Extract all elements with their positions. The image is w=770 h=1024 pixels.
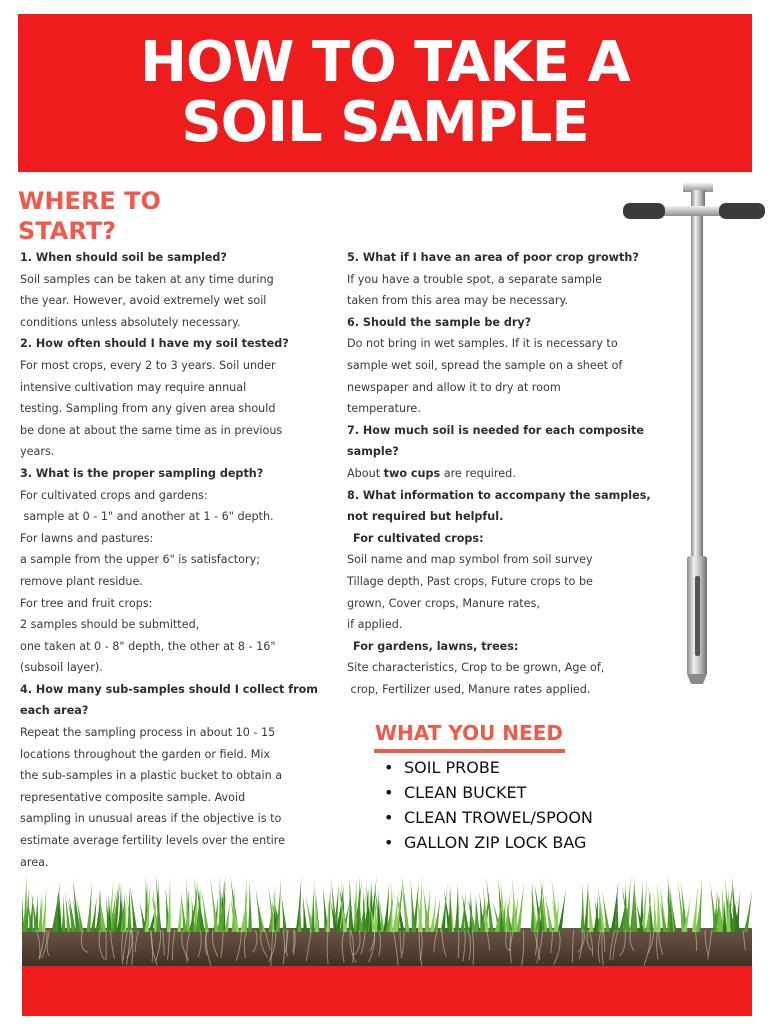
answer-line: Soil name and map symbol from soil survey (347, 553, 593, 567)
faq-line: sample at 0 - 1" and another at 1 - 6" depth. (20, 510, 274, 524)
soil-probe-image (615, 180, 770, 690)
faq-line: representative composite sample. Avoid (20, 790, 246, 804)
grass-blade (255, 888, 263, 932)
faq-line: Repeat the sampling process in about 10 - 15 (20, 726, 276, 740)
answer-line: temperature. (347, 402, 421, 416)
faq-line: remove plant residue. (20, 574, 143, 588)
answer-7-bold: two cups (383, 466, 441, 480)
grass-soil-image (22, 872, 752, 968)
question-6: 6. Should the sample be dry? (347, 315, 532, 329)
footer-bar (22, 966, 752, 1016)
question-8-cont: not required but helpful. (347, 510, 504, 524)
grass-blade (61, 895, 65, 932)
question-7: 7. How much soil is needed for each composite (347, 423, 644, 437)
faq-line: For lawns and pastures: (20, 531, 154, 545)
question-7-cont: sample? (347, 445, 399, 459)
list-item: • GALLON ZIP LOCK BAG (384, 830, 593, 855)
faq-line: area. (20, 855, 49, 869)
grass-blade (448, 883, 452, 932)
grass-blade (91, 896, 97, 932)
what-you-need-heading: WHAT YOU NEED (375, 721, 563, 745)
faq-line: testing. Sampling from any given area should (20, 402, 276, 416)
faq-line: (subsoil layer). (20, 661, 103, 675)
left-column (20, 247, 350, 873)
grass-blade (558, 888, 566, 932)
faq-line: conditions unless absolutely necessary. (20, 315, 241, 329)
subheading-cultivated: For cultivated crops: (353, 531, 484, 545)
probe-right-grip (719, 203, 765, 219)
faq-line: For tree and fruit crops: (20, 596, 153, 610)
faq-line: Soil samples can be taken at any time during (20, 272, 274, 286)
title-line-1: HOW TO TAKE A (140, 30, 630, 95)
answer-line: sample wet soil, spread the sample on a sheet of (347, 358, 623, 372)
grass-blade (38, 892, 42, 932)
probe-left-grip (623, 203, 665, 219)
grass-blades (22, 874, 752, 932)
question-5: 5. What if I have an area of poor crop growth? (347, 251, 639, 264)
probe-slot (695, 576, 700, 656)
heading-underline (374, 749, 565, 753)
grass-blade (281, 895, 287, 932)
grass-blade (653, 890, 657, 932)
grass-blade (531, 881, 535, 932)
grass-blade (660, 898, 667, 932)
subheading-gardens: For gardens, lawns, trees: (353, 639, 519, 653)
faq-line: 2. How often should I have my soil tested? (20, 337, 289, 351)
grass-blade (468, 898, 477, 932)
grass-blade (181, 892, 187, 932)
supplies-list (384, 755, 593, 855)
faq-line: 3. What is the proper sampling depth? (20, 466, 264, 480)
answer-7-post: are required. (440, 466, 516, 480)
answer-line: Site characteristics, Crop to be grown, Age of, (347, 661, 605, 675)
faq-line: be done at about the same time as in previous (20, 423, 283, 437)
answer-line: taken from this area may be necessary. (347, 294, 569, 308)
faq-line: 2 samples should be submitted, (20, 618, 200, 632)
grass-blade (455, 882, 459, 932)
grass-blade (127, 886, 131, 932)
grass-blade (86, 881, 91, 932)
grass-blade (315, 887, 319, 932)
answer-line: grown, Cover crops, Manure rates, (347, 596, 540, 610)
grass-blade (581, 883, 585, 932)
grass-blade (402, 876, 410, 932)
question-8: 8. What information to accompany the samples, (347, 488, 651, 502)
faq-line: the sub-samples in a plastic bucket to obtain a (20, 769, 283, 783)
answer-line: if applied. (347, 618, 403, 632)
grass-blade (594, 894, 598, 932)
faq-line: For cultivated crops and gardens: (20, 488, 208, 502)
list-item: • CLEAN BUCKET (384, 780, 593, 805)
grass-blade (584, 881, 589, 932)
faq-line: a sample from the upper 6" is satisfactory; (20, 553, 260, 567)
grass-blade (474, 895, 478, 932)
where-heading-line-2: START? (18, 217, 117, 245)
probe-shaft (691, 216, 703, 558)
answer-line: Tillage depth, Past crops, Future crops to be (347, 574, 593, 588)
faq-line: estimate average fertility levels over the entire (20, 834, 285, 848)
title-line-2: SOIL SAMPLE (181, 90, 589, 155)
list-item: • CLEAN TROWEL/SPOON (384, 805, 593, 830)
faq-line: 1. When should soil be sampled? (20, 251, 227, 264)
grass-blade (186, 876, 190, 932)
faq-line: For most crops, every 2 to 3 years. Soil under (20, 358, 276, 372)
faq-line: locations throughout the garden or field. Mix (20, 747, 271, 761)
faq-line: years. (20, 445, 55, 459)
grass-blade (587, 883, 593, 932)
title-banner (18, 14, 752, 172)
grass-blade (248, 879, 252, 932)
answer-7-pre: About (347, 466, 384, 480)
grass-blade (410, 878, 415, 932)
faq-line: sampling in unusual areas if the objective is to (20, 812, 282, 826)
answer-line: crop, Fertilizer used, Manure rates applied. (347, 682, 591, 696)
where-to-start-heading (18, 186, 161, 246)
grass-blade (744, 890, 752, 932)
list-item: • SOIL PROBE (384, 755, 593, 780)
grass-blade (177, 891, 182, 932)
answer-line: newspaper and allow it to dry at room (347, 380, 561, 394)
answer-line: If you have a trouble spot, a separate sample (347, 272, 602, 286)
grass-blade (630, 881, 635, 932)
faq-line: 4. How many sub-samples should I collect from (20, 682, 318, 696)
faq-line: intensive cultivation may require annual (20, 380, 247, 394)
faq-line: one taken at 0 - 8" depth, the other at 8 - 16" (20, 639, 276, 653)
where-heading-line-1: WHERE TO (18, 187, 161, 215)
faq-line: each area? (20, 704, 89, 718)
probe-tip (687, 674, 707, 684)
answer-line: Do not bring in wet samples. If it is necessary to (347, 337, 618, 351)
faq-line: the year. However, avoid extremely wet soil (20, 294, 267, 308)
